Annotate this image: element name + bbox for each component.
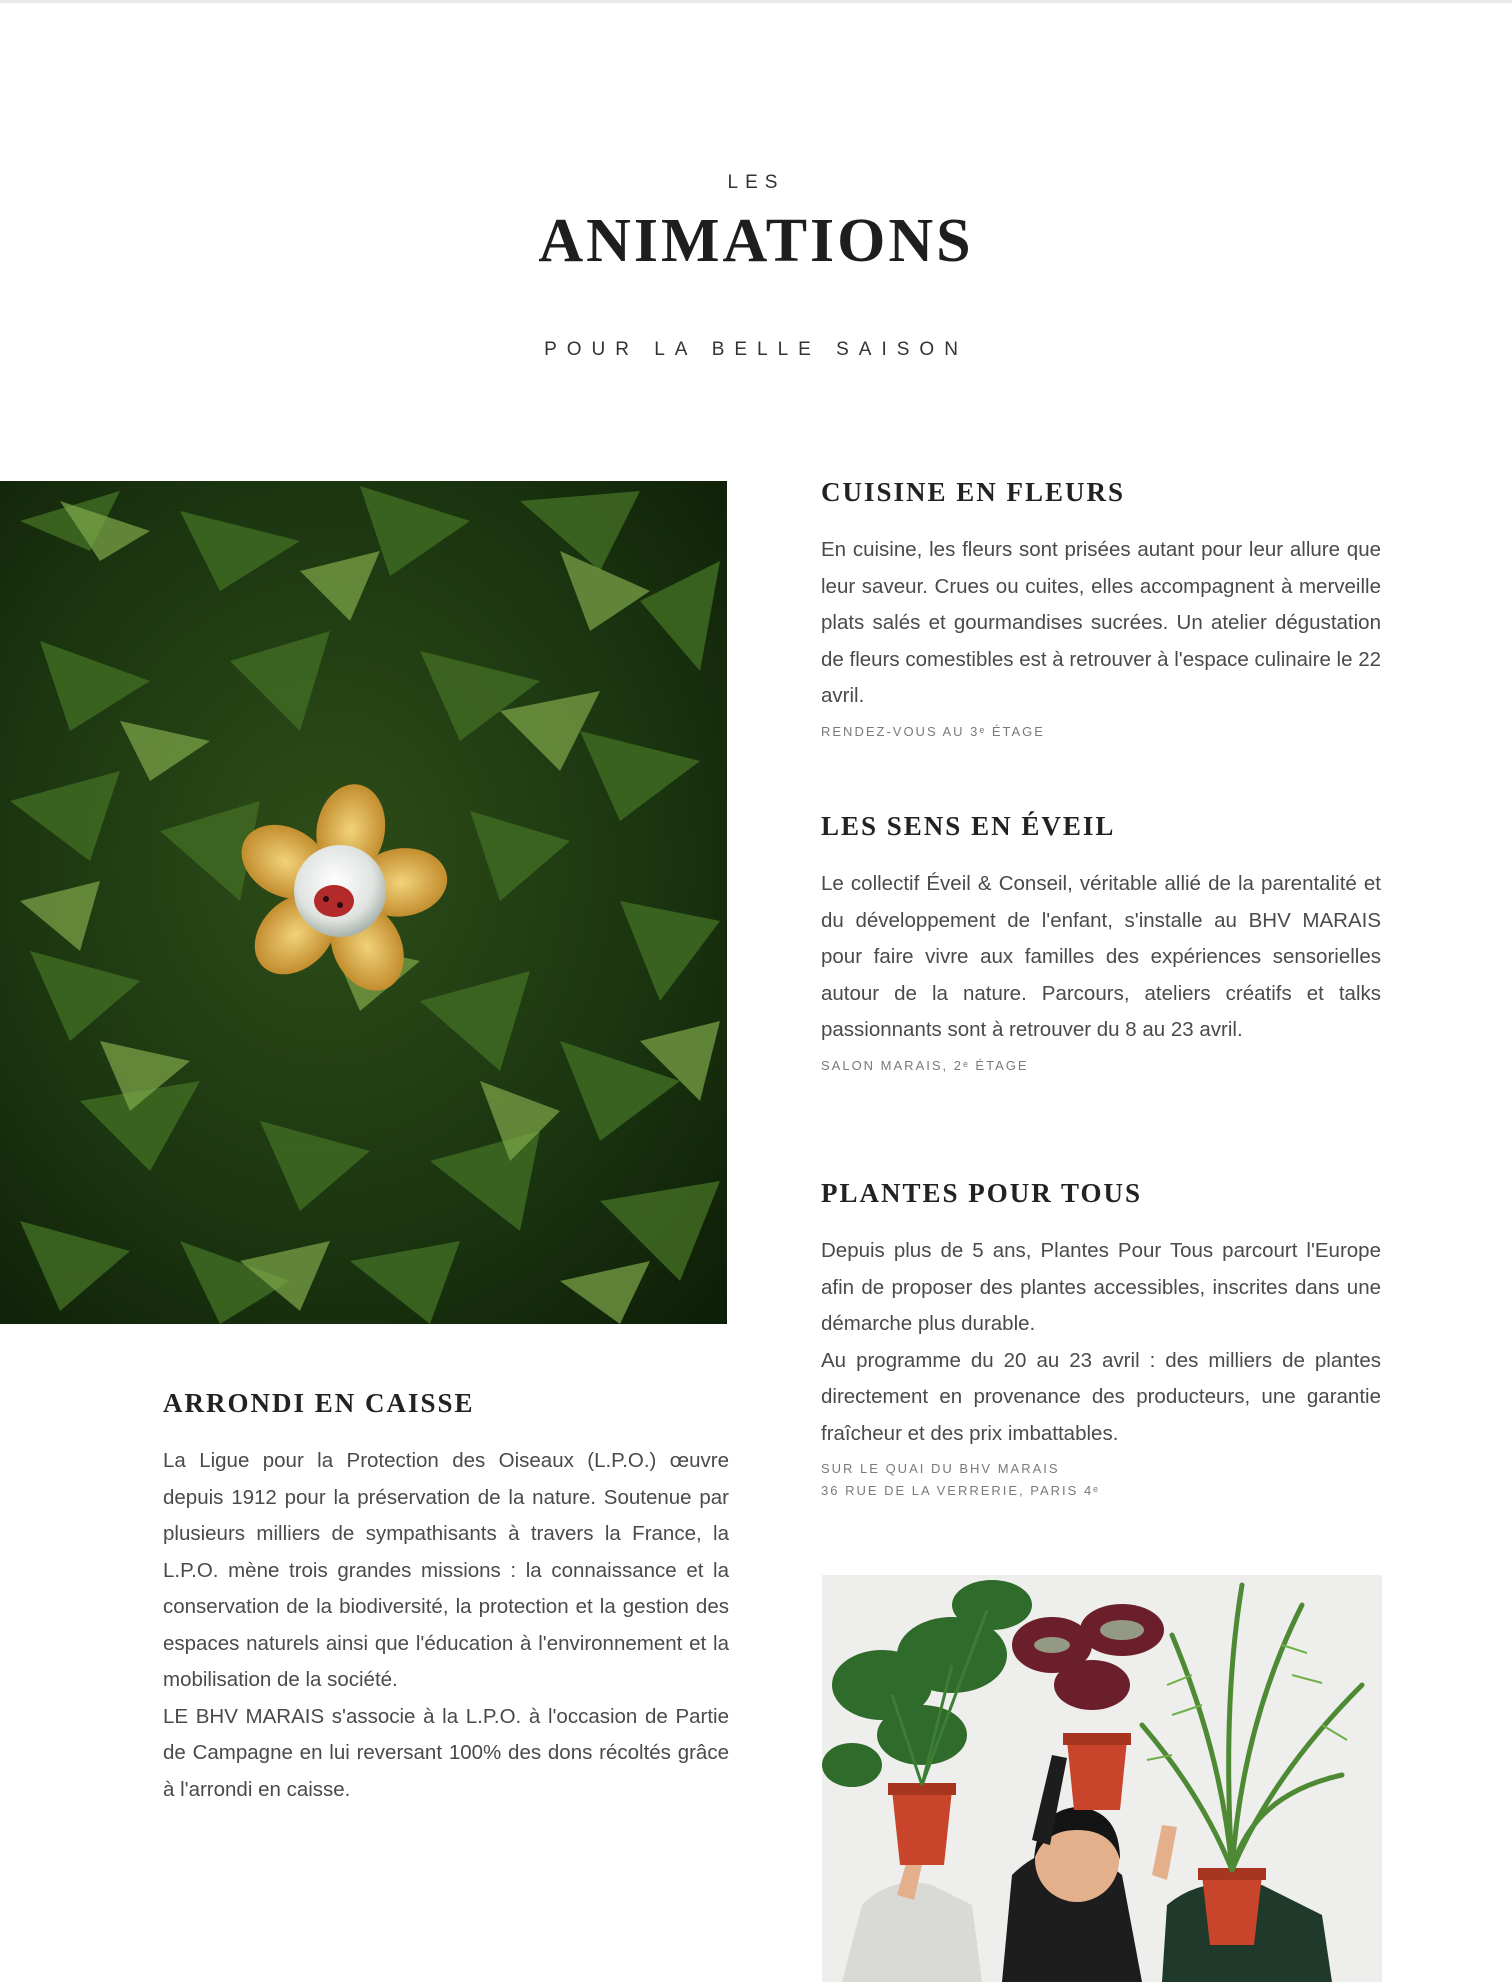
- foliage-photo: [0, 481, 727, 1324]
- article-location: SALON MARAIS, 2ᵉ ÉTAGE: [821, 1057, 1029, 1073]
- article-body: En cuisine, les fleurs sont prisées autant pour leur allure que leur saveur. Crues ou cuites, elles accompagnent à merveille plats salés et gourmandises sucrées. Un atelier dégustation de fleurs comestibles est à retrouver à l'espace culinaire le 22 avril.: [821, 538, 1381, 707]
- article-location: SUR LE QUAI DU BHV MARAIS: [821, 1461, 1060, 1476]
- article-address: 36 RUE DE LA VERRERIE, PARIS 4ᵉ: [821, 1483, 1101, 1498]
- article-body: La Ligue pour la Protection des Oiseaux (L.P.O.) œuvre depuis 1912 pour la préservation de la nature. Soutenue par plusieurs milliers de sympathisants à travers la France, la L.P.O. mène trois grandes missions : la connaissance et la conservation de la biodiversité, la protection et la gestion des espaces naturels ainsi que l'éducation à l'environnement et la mobilisation de la société.: [163, 1449, 729, 1691]
- page-kicker: LES: [727, 172, 785, 193]
- article-les-sens-en-eveil: [821, 811, 1381, 1077]
- article-body: Au programme du 20 au 23 avril : des milliers de plantes directement en provenance des producteurs, une garantie fraîcheur et des prix imbattables.: [821, 1348, 1381, 1445]
- article-body: Depuis plus de 5 ans, Plantes Pour Tous parcourt l'Europe afin de proposer des plantes accessibles, inscrites dans une démarche plus durable.: [821, 1239, 1381, 1335]
- people-holding-potted-plants-icon: [822, 1575, 1382, 1982]
- article-cuisine-en-fleurs: [821, 477, 1381, 743]
- article-body: LE BHV MARAIS s'associe à la L.P.O. à l'occasion de Partie de Campagne en lui reversant 100% des dons récoltés grâce à l'arrondi en caisse.: [163, 1704, 729, 1801]
- article-title: CUISINE EN FLEURS: [821, 477, 1126, 507]
- article-title: LES SENS EN ÉVEIL: [821, 811, 1116, 841]
- plants-photo: [822, 1575, 1382, 1982]
- page-subtitle: POUR LA BELLE SAISON: [544, 339, 968, 360]
- article-arrondi-en-caisse: [163, 1388, 729, 1808]
- page-title: ANIMATIONS: [538, 207, 974, 275]
- article-title: ARRONDI EN CAISSE: [163, 1388, 475, 1418]
- article-body: Le collectif Éveil & Conseil, véritable allié de la parentalité et du développement de l'enfant, s'installe au BHV MARAIS pour faire vivre aux familles des expériences sensorielles autour de la nature. Parcours, ateliers créatifs et talks passionnants sont à retrouver du 8 au 23 avril.: [821, 872, 1381, 1041]
- article-title: PLANTES POUR TOUS: [821, 1178, 1143, 1208]
- article-plantes-pour-tous: [821, 1178, 1381, 1502]
- top-border: [0, 0, 1512, 3]
- article-location: RENDEZ-VOUS AU 3ᵉ ÉTAGE: [821, 723, 1045, 739]
- foliage-with-flower-ring-icon: [0, 481, 727, 1324]
